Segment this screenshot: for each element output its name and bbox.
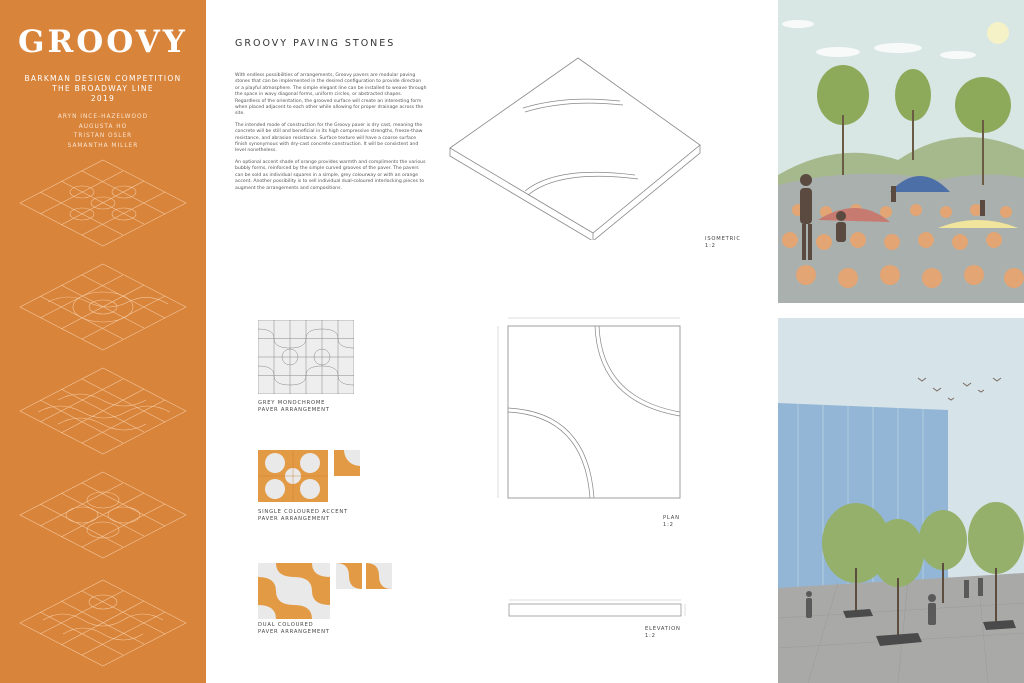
plan-scale: 1:2 xyxy=(663,522,674,528)
iso-arrangement-4 xyxy=(18,470,188,560)
sun-icon xyxy=(987,22,1009,44)
iso-arrangement-2 xyxy=(18,262,188,352)
arrangement-subtitle: PAVER ARRANGEMENT xyxy=(258,629,330,635)
plaza-rendering xyxy=(778,318,1024,683)
iso-arrangement-1 xyxy=(18,158,188,248)
page-title: GROOVY PAVING STONES xyxy=(235,38,396,49)
isometric-scale: 1:2 xyxy=(705,243,716,249)
plan-drawing xyxy=(488,312,688,502)
isometric-label xyxy=(705,236,741,250)
elevation-label xyxy=(645,626,681,640)
plan-title: PLAN xyxy=(663,515,680,521)
brand-title: GROOVY xyxy=(18,24,188,60)
dual-colour-label xyxy=(258,622,330,636)
plan-label xyxy=(663,515,680,529)
description xyxy=(235,73,427,197)
dual-colour-arrangement xyxy=(258,563,394,619)
arrangement-subtitle: PAVER ARRANGEMENT xyxy=(258,407,330,413)
competition-project: THE BROADWAY LINE xyxy=(52,84,154,93)
single-accent-arrangement xyxy=(258,450,362,502)
iso-arrangement-5 xyxy=(18,578,188,668)
author-name: TRISTAN OSLER xyxy=(73,133,133,139)
arrangement-subtitle: PAVER ARRANGEMENT xyxy=(258,516,330,522)
grey-arrangement-label xyxy=(258,400,330,414)
competition-info xyxy=(0,74,206,104)
iso-arrangement-3 xyxy=(18,366,188,456)
arrangement-title: DUAL COLOURED xyxy=(258,622,314,628)
isometric-title: ISOMETRIC xyxy=(705,236,741,242)
single-accent-label xyxy=(258,509,348,523)
elevation-scale: 1:2 xyxy=(645,633,656,639)
grey-arrangement-grid xyxy=(258,320,354,394)
author-name: AUGUSTA HO xyxy=(78,123,128,130)
park-rendering xyxy=(778,0,1024,303)
park-scene xyxy=(778,0,1024,303)
competition-name: BARKMAN DESIGN COMPETITION xyxy=(24,74,182,83)
author-list xyxy=(0,113,206,151)
arrangement-title: GREY MONOCHROME xyxy=(258,400,326,406)
description-paragraph: The intended mode of construction for the Groovy paver is dry cast, meaning the concrete will be still and beneficial in its high compressive strengths, freeze-thaw resistance, and abrasion resistance. Surface texture will have a coarse surface finish synonymous with dry-cast concrete construction. It will be consistent and level nonetheless. xyxy=(235,122,423,154)
author-name: SAMANTHA MILLER xyxy=(67,142,139,149)
plaza-scene xyxy=(778,318,1024,683)
competition-year: 2019 xyxy=(90,94,116,103)
elevation-drawing xyxy=(505,596,690,620)
description-paragraph: With endless possibilities of arrangements, Groovy pavers are modular paving stones that can be implemented in the desired configuration to provide direction or a playful atmosphere. The simple elegant line can be installed to weave through the space in wavy diagonal forms, uniform circles, or abstracted shapes. Regardless of the orientation, the grooved surface will create an interesting form when placed adjacent to each other while allowing for proper drainage across the site. xyxy=(235,73,427,117)
elevation-title: ELEVATION xyxy=(645,626,681,632)
author-name: ARYN INCE-HAZELWOOD xyxy=(57,114,149,120)
arrangement-title: SINGLE COLOURED ACCENT xyxy=(258,509,348,515)
description-paragraph: An optional accent shade of orange provides warmth and compliments the various bubbly forms, reinforced by the simple curved grooves of the paver. The pavers can be sold as individual squares in a simple, grey colourway or with an orange accent. Another possibility is to sell individual dual-coloured interlocking pieces to augment the arrangements and compositions. xyxy=(235,159,426,191)
isometric-drawing xyxy=(445,55,705,240)
sidebar xyxy=(0,0,206,683)
